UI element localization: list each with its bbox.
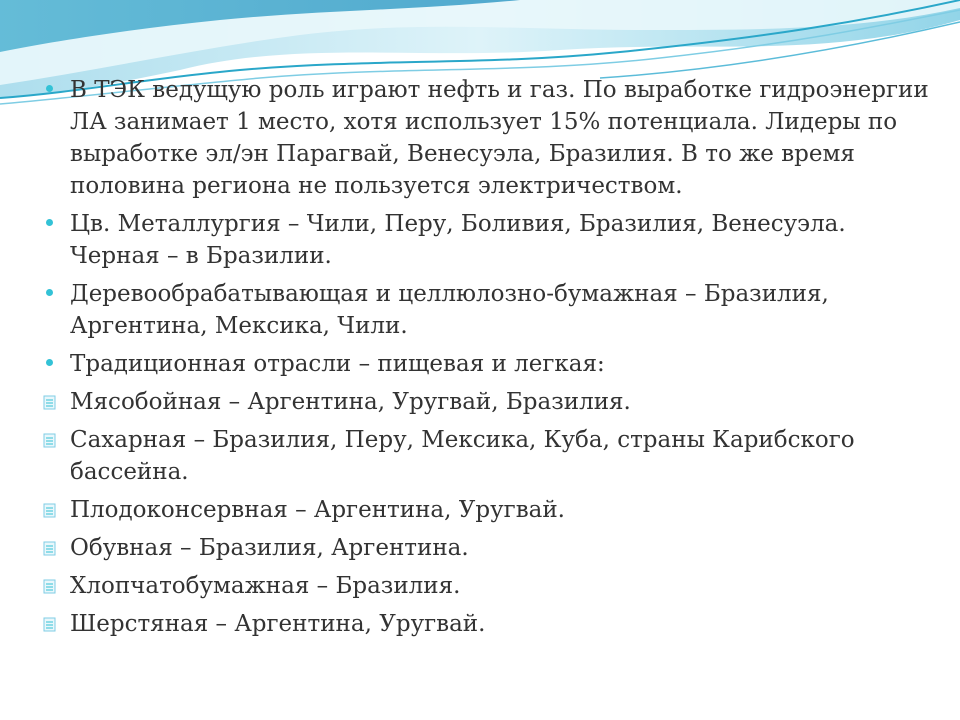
list-bullet-icon bbox=[43, 541, 56, 556]
list-bullet-icon bbox=[43, 617, 56, 632]
sub-item-1 bbox=[42, 386, 932, 418]
bullet-item-2 bbox=[42, 208, 932, 272]
bullet-item-3 bbox=[42, 278, 932, 342]
sub-item-text: Сахарная – Бразилия, Перу, Мексика, Куба, страны Карибского бассейна. bbox=[70, 427, 855, 485]
list-bullet-icon bbox=[43, 433, 56, 448]
bullet-text: Деревообрабатывающая и целлюлозно-бумажная – Бразилия, Аргентина, Мексика, Чили. bbox=[70, 281, 829, 339]
sub-item-text: Мясобойная – Аргентина, Уругвай, Бразилия. bbox=[70, 389, 631, 415]
sub-item-3 bbox=[42, 494, 932, 526]
sub-item-text: Плодоконсервная – Аргентина, Уругвай. bbox=[70, 497, 565, 523]
list-bullet-icon bbox=[43, 579, 56, 594]
sub-item-4 bbox=[42, 532, 932, 564]
list-bullet-icon bbox=[43, 395, 56, 410]
sub-item-6 bbox=[42, 608, 932, 640]
bullet-item-1 bbox=[42, 74, 932, 202]
bullet-item-4 bbox=[42, 348, 932, 380]
sub-item-text: Хлопчатобумажная – Бразилия. bbox=[70, 573, 461, 599]
bullet-list bbox=[42, 74, 932, 646]
bullet-text: Цв. Металлургия – Чили, Перу, Боливия, Бразилия, Венесуэла. Черная – в Бразилии. bbox=[70, 211, 846, 269]
sub-item-text: Шерстяная – Аргентина, Уругвай. bbox=[70, 611, 486, 637]
bullet-text: В ТЭК ведущую роль играют нефть и газ. По выработке гидроэнергии ЛА занимает 1 место, хотя использует 15% потенциала. Лидеры по выработке эл/эн Парагвай, Венесуэла, Бразилия. В то же время половина региона не пользуется электричеством. bbox=[70, 77, 929, 199]
sub-item-5 bbox=[42, 570, 932, 602]
sub-item-2 bbox=[42, 424, 932, 488]
list-bullet-icon bbox=[43, 503, 56, 518]
sub-item-text: Обувная – Бразилия, Аргентина. bbox=[70, 535, 469, 561]
bullet-text: Традиционная отрасли – пищевая и легкая: bbox=[70, 351, 605, 377]
